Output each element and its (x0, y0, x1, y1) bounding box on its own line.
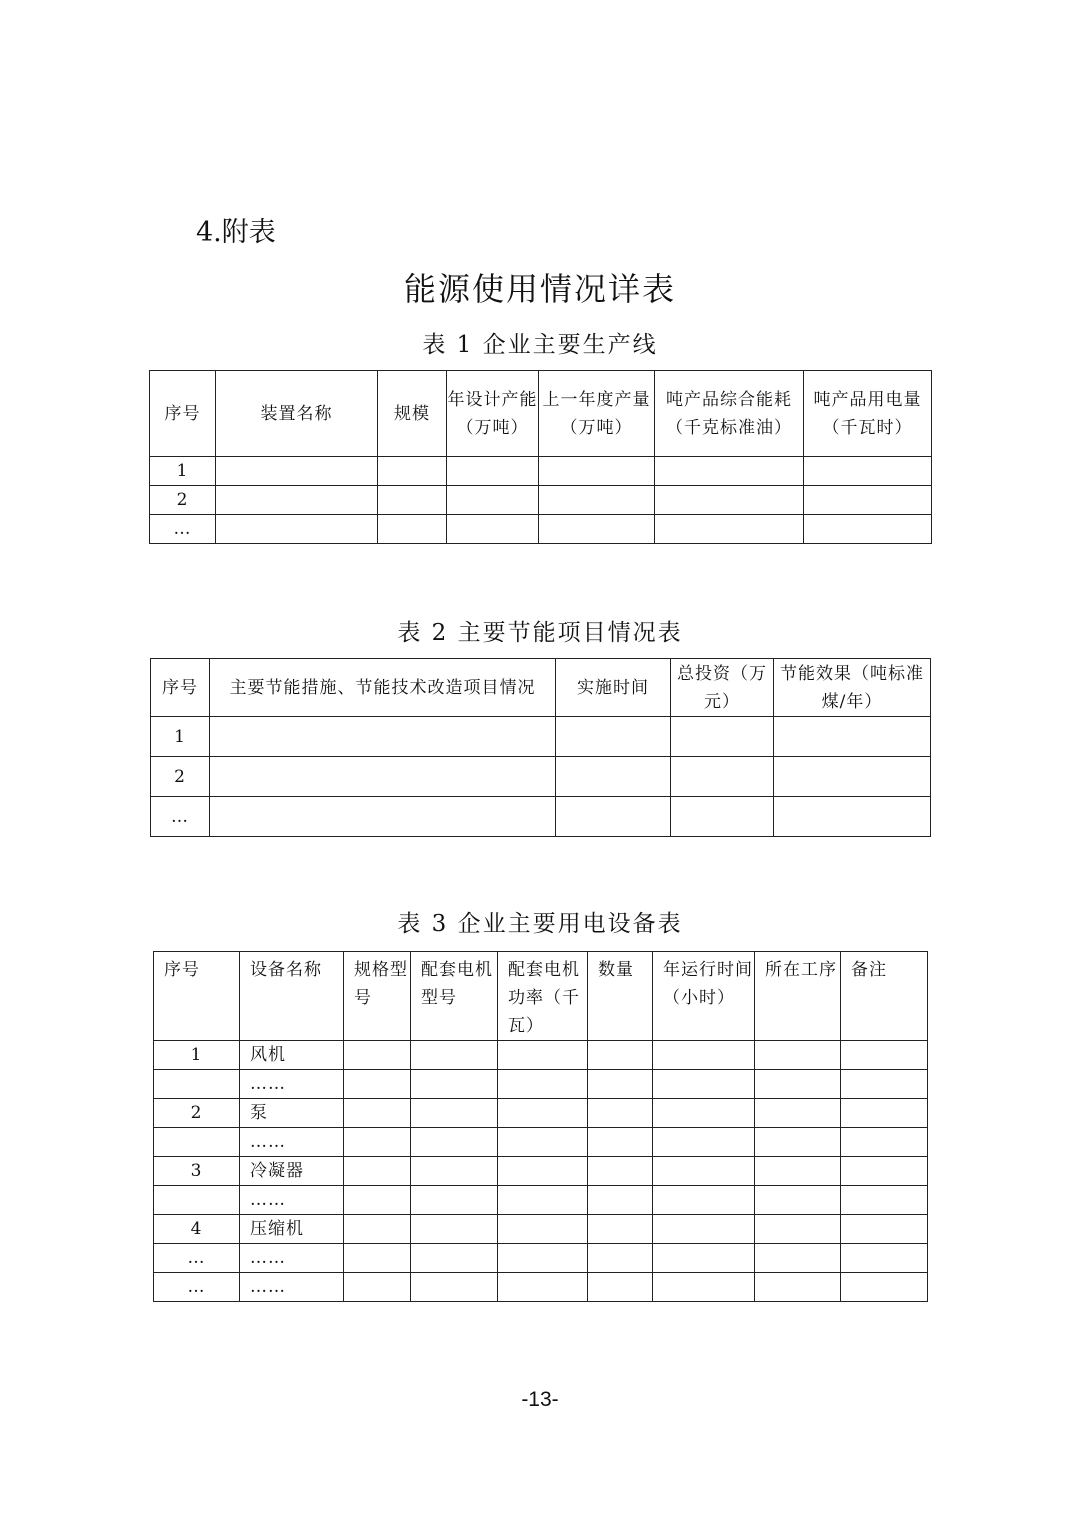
table1-cell (447, 457, 539, 486)
table1-cell (216, 457, 378, 486)
table3-cell (653, 1157, 755, 1186)
table3-cell (344, 1041, 411, 1070)
table3-cell (498, 1186, 588, 1215)
table3-header-row (154, 952, 928, 1041)
table2-cell (556, 757, 671, 797)
table3-header: 配套电机功率（千瓦） (498, 952, 588, 1041)
page-number: -13- (521, 1388, 559, 1411)
table3-cell (411, 1157, 498, 1186)
table3-cell (154, 1128, 240, 1157)
table3-cell (498, 1099, 588, 1128)
table3-header: 规格型号 (344, 952, 411, 1041)
table1-cell (655, 457, 804, 486)
table2-header: 节能效果（吨标准煤/年） (774, 659, 931, 717)
table3-cell (755, 1244, 841, 1273)
table3-cell (344, 1128, 411, 1157)
table2-cell: 1 (151, 717, 210, 757)
table3-cell (154, 1186, 240, 1215)
table2-header: 实施时间 (556, 659, 671, 717)
table3-cell (841, 1041, 928, 1070)
table1-header: 序号 (150, 371, 216, 457)
table3-header: 数量 (588, 952, 653, 1041)
table-row (150, 457, 932, 486)
table2-cell (210, 717, 556, 757)
table3-cell (344, 1244, 411, 1273)
table3-cell (344, 1099, 411, 1128)
table3-cell (653, 1186, 755, 1215)
table2-cell (671, 717, 774, 757)
table1-header: 规模 (378, 371, 447, 457)
table3-cell (755, 1186, 841, 1215)
table2-cell (210, 757, 556, 797)
table3-cell (588, 1273, 653, 1302)
table3-header: 配套电机型号 (411, 952, 498, 1041)
table3-cell: 3 (154, 1157, 240, 1186)
table3-cell (841, 1157, 928, 1186)
table3-cell (154, 1070, 240, 1099)
table3-cell: 风机 (240, 1041, 344, 1070)
table3-cell (411, 1128, 498, 1157)
table3-cell (498, 1128, 588, 1157)
table3-cell (841, 1099, 928, 1128)
table3-cell (755, 1157, 841, 1186)
table1-cell (378, 457, 447, 486)
table3-cell (755, 1070, 841, 1099)
table3-cell (841, 1215, 928, 1244)
table1-cell (216, 515, 378, 544)
table3 (153, 951, 928, 1302)
table3-cell: …… (240, 1128, 344, 1157)
table1-cell (447, 486, 539, 515)
table2-cell (774, 757, 931, 797)
table2-header: 总投资（万元） (671, 659, 774, 717)
table3-cell (344, 1186, 411, 1215)
table3-cell (344, 1215, 411, 1244)
table2-header: 主要节能措施、节能技术改造项目情况 (210, 659, 556, 717)
table3-cell (588, 1041, 653, 1070)
table3-cell (588, 1215, 653, 1244)
table3-cell: …… (240, 1186, 344, 1215)
table2-cell (774, 797, 931, 837)
table-row (154, 1128, 928, 1157)
table-row (154, 1244, 928, 1273)
table1-cell (378, 486, 447, 515)
table1-cell (539, 486, 655, 515)
table3-cell (411, 1186, 498, 1215)
table-row (154, 1099, 928, 1128)
table3-cell (498, 1157, 588, 1186)
table-row (154, 1157, 928, 1186)
table3-cell (498, 1215, 588, 1244)
table3-cell (653, 1128, 755, 1157)
table3-cell (653, 1099, 755, 1128)
table3-header: 序号 (154, 952, 240, 1041)
table3-cell (841, 1244, 928, 1273)
table2-header-row (151, 659, 931, 717)
table3-cell (755, 1273, 841, 1302)
table3-cell: …… (240, 1244, 344, 1273)
table3-cell (588, 1128, 653, 1157)
table3-cell (653, 1070, 755, 1099)
table1-cell (655, 486, 804, 515)
table3-cell (653, 1273, 755, 1302)
table3-cell (841, 1186, 928, 1215)
table-row (150, 515, 932, 544)
table3-cell (755, 1215, 841, 1244)
table3-cell (841, 1128, 928, 1157)
table2-cell (210, 797, 556, 837)
table1-header: 装置名称 (216, 371, 378, 457)
table3-cell: …… (240, 1070, 344, 1099)
table-row (154, 1070, 928, 1099)
table2 (150, 658, 931, 837)
table3-cell (344, 1273, 411, 1302)
table3-cell (588, 1244, 653, 1273)
table1 (149, 370, 932, 544)
table1-header: 年设计产能（万吨） (447, 371, 539, 457)
table3-cell (653, 1041, 755, 1070)
table3-cell (411, 1070, 498, 1099)
table2-cell (671, 757, 774, 797)
table-row (151, 717, 931, 757)
table1-cell (447, 515, 539, 544)
table2-cell: 2 (151, 757, 210, 797)
table-row (151, 797, 931, 837)
table2-cell (774, 717, 931, 757)
table3-cell (755, 1128, 841, 1157)
table1-cell (804, 457, 932, 486)
table2-header: 序号 (151, 659, 210, 717)
table1-header: 上一年度产量（万吨） (539, 371, 655, 457)
table3-header: 设备名称 (240, 952, 344, 1041)
table1-cell (655, 515, 804, 544)
table2-caption: 表 2 主要节能项目情况表 (397, 620, 683, 646)
table-row (154, 1041, 928, 1070)
table3-cell (411, 1099, 498, 1128)
table1-cell (378, 515, 447, 544)
table3-header: 备注 (841, 952, 928, 1041)
table1-cell (216, 486, 378, 515)
table1-cell: 1 (150, 457, 216, 486)
table-row (154, 1273, 928, 1302)
table3-cell: 冷凝器 (240, 1157, 344, 1186)
section-heading: 4.附表 (196, 217, 276, 248)
table1-cell: 2 (150, 486, 216, 515)
table3-cell: … (154, 1273, 240, 1302)
table1-header: 吨产品用电量（千瓦时） (804, 371, 932, 457)
table1-caption: 表 1 企业主要生产线 (422, 332, 658, 358)
table3-cell: 2 (154, 1099, 240, 1128)
table2-cell (671, 797, 774, 837)
table3-cell: 压缩机 (240, 1215, 344, 1244)
table1-cell (804, 515, 932, 544)
main-title: 能源使用情况详表 (403, 270, 676, 308)
table1-cell (539, 515, 655, 544)
table-row (151, 757, 931, 797)
table3-cell: … (154, 1244, 240, 1273)
table3-cell (344, 1157, 411, 1186)
table3-caption: 表 3 企业主要用电设备表 (397, 911, 683, 937)
table1-cell (804, 486, 932, 515)
table3-cell (498, 1273, 588, 1302)
table3-cell (841, 1070, 928, 1099)
table-row (154, 1186, 928, 1215)
table3-cell (411, 1244, 498, 1273)
table3-cell (588, 1099, 653, 1128)
table3-cell (588, 1157, 653, 1186)
table3-cell: …… (240, 1273, 344, 1302)
table1-header-row (150, 371, 932, 457)
table3-cell (411, 1215, 498, 1244)
table3-cell (344, 1070, 411, 1099)
table3-cell (588, 1186, 653, 1215)
table1-cell: … (150, 515, 216, 544)
table-row (150, 486, 932, 515)
table3-cell (841, 1273, 928, 1302)
table3-cell (411, 1273, 498, 1302)
table3-cell (411, 1041, 498, 1070)
table3-cell (755, 1099, 841, 1128)
table3-cell (653, 1244, 755, 1273)
table3-cell (588, 1070, 653, 1099)
table2-cell (556, 717, 671, 757)
table3-cell (653, 1215, 755, 1244)
table2-cell: … (151, 797, 210, 837)
table2-cell (556, 797, 671, 837)
table3-cell (755, 1041, 841, 1070)
table3-cell: 泵 (240, 1099, 344, 1128)
table-row (154, 1215, 928, 1244)
table3-header: 所在工序 (755, 952, 841, 1041)
table1-cell (539, 457, 655, 486)
table3-cell: 4 (154, 1215, 240, 1244)
table3-cell (498, 1244, 588, 1273)
table3-cell (498, 1070, 588, 1099)
table3-cell (498, 1041, 588, 1070)
table1-header: 吨产品综合能耗（千克标准油） (655, 371, 804, 457)
table3-header: 年运行时间（小时） (653, 952, 755, 1041)
table3-cell: 1 (154, 1041, 240, 1070)
